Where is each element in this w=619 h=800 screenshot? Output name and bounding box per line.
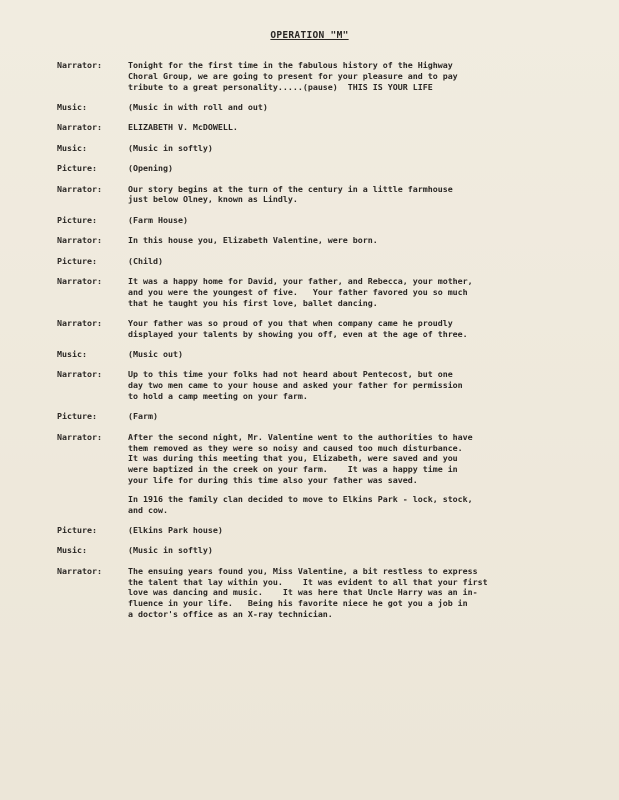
entry-text: (Opening) [128,163,173,174]
script-entry [57,432,602,516]
entry-text-continued: In 1916 the family clan decided to move to Elkins Park - lock, stock, and cow. [128,493,473,515]
entry-text: Your father was so proud of you that when company came he proudly displayed your talents by showing you off, even at the age of three. [128,317,468,339]
script-entry [57,184,602,206]
entry-text: ELIZABETH V. McDOWELL. [128,122,238,133]
speaker-label: Narrator: [57,122,102,133]
entry-text: After the second night, Mr. Valentine went to the authorities to have them removed as they were so noisy and caused too much disturbance. It was during this meeting that you, Elizabeth, were saved and you were baptized in the creek on your farm. It was a happy time in your life for during this time also your father was saved. [128,431,473,486]
script-entry [57,60,602,92]
entry-text: (Elkins Park house) [128,525,223,536]
script-entry [57,256,602,267]
speaker-label: Picture: [57,525,97,536]
speaker-label: Narrator: [57,183,102,194]
speaker-label: Narrator: [57,235,102,246]
speaker-label: Music: [57,101,87,112]
speaker-label: Picture: [57,255,97,266]
script-entry [57,566,602,620]
entry-text: (Music in softly) [128,545,213,556]
entry-text: Tonight for the first time in the fabulous history of the Highway Choral Group, we are going to present for your pleasure and to pay tribute to a great personality.....(pause) THIS IS YOUR LIFE [128,60,458,92]
speaker-label: Narrator: [57,565,102,576]
script-entry [57,545,602,556]
entry-text: It was a happy home for David, your father, and Rebecca, your mother, and you were the youngest of five. Your father favored you so much that he taught you his first love, ballet dancing. [128,275,473,308]
speaker-label: Narrator: [57,275,102,286]
script-entry [57,411,602,422]
entry-text: (Music in with roll and out) [128,101,268,112]
speaker-label: Narrator: [57,369,102,380]
entry-text: In this house you, Elizabeth Valentine, were born. [128,235,378,246]
entry-text: (Child) [128,255,163,266]
script-entry [57,102,602,113]
entry-text: Up to this time your folks had not heard about Pentecost, but one day two men came to your house and asked your father for permission to hold a camp meeting on your farm. [128,369,463,402]
script-entry [57,143,602,154]
script-entry [57,235,602,246]
speaker-label: Narrator: [57,317,102,328]
script-entry [57,525,602,536]
script-entry [57,122,602,133]
script-entry [57,349,602,360]
script-entry [57,276,602,308]
entry-text: (Music out) [128,349,183,360]
entry-text: The ensuing years found you, Miss Valentine, a bit restless to express the talent that lay within you. It was evident to all that your first love was dancing and music. It was here that Uncle Harry was an in- fluence in your life. Being his favorite niece he got you a job in a doctor's office as an X-ray technician. [128,565,488,619]
speaker-label: Picture: [57,163,97,174]
speaker-label: Music: [57,349,87,360]
speaker-label: Picture: [57,214,97,225]
script-entry [57,215,602,226]
entry-text: Our story begins at the turn of the century in a little farmhouse just below Olney, known as Lindly. [128,183,453,205]
script-entries [57,60,602,629]
speaker-label: Music: [57,142,87,153]
speaker-label: Music: [57,545,87,556]
entry-text: (Music in softly) [128,142,213,153]
script-entry [57,318,602,340]
entry-text-block [128,432,602,516]
speaker-label: Narrator: [57,431,102,442]
speaker-label: Picture: [57,411,97,422]
speaker-label: Narrator: [57,60,102,70]
entry-text: (Farm) [128,411,158,422]
entry-text: (Farm House) [128,214,188,225]
script-entry [57,369,602,401]
page-title: OPERATION "M" [270,30,349,41]
script-entry [57,163,602,174]
